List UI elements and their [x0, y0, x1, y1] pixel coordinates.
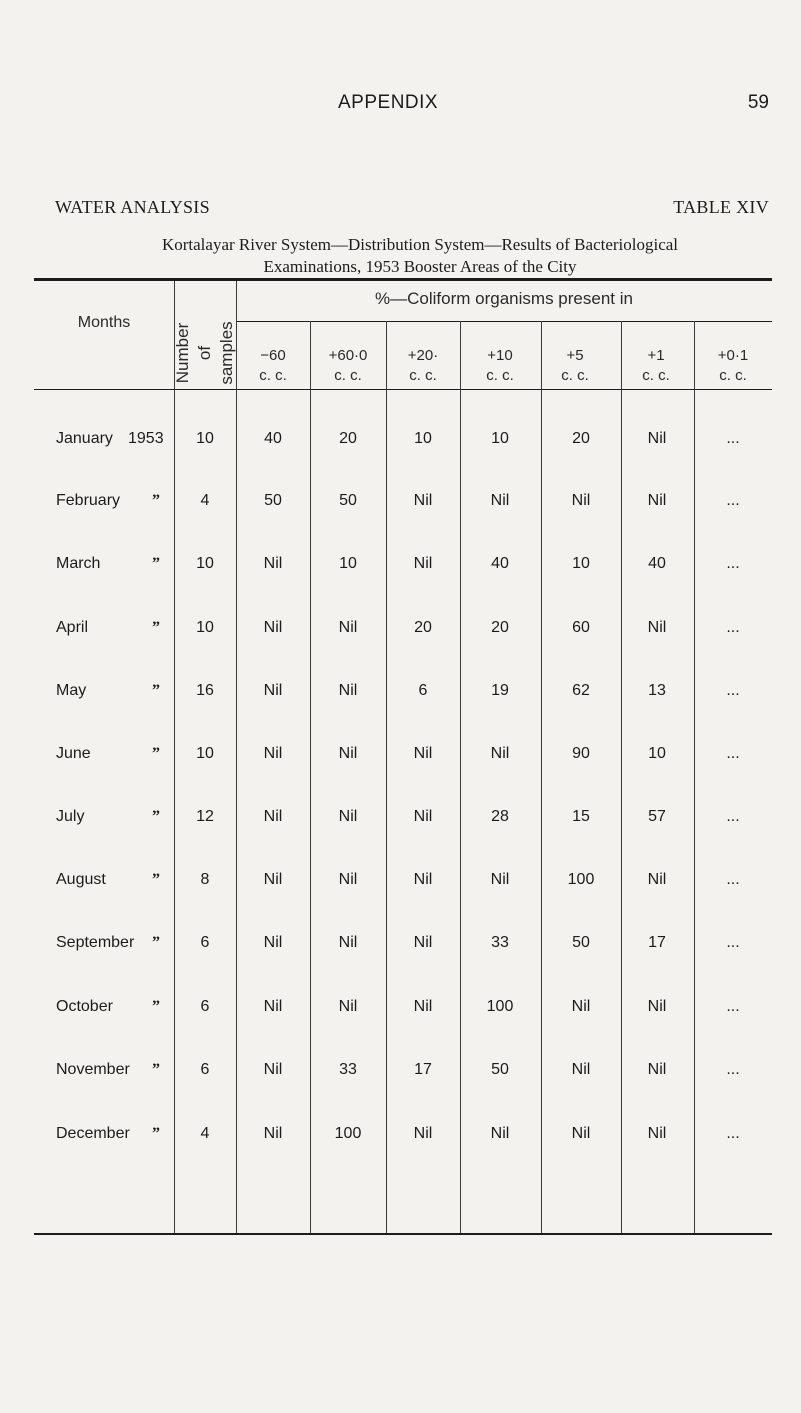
row-value-col-1: Nil [263, 745, 283, 762]
row-value-col-7: ... [726, 1125, 740, 1142]
row-value-col-6: Nil [647, 1125, 667, 1142]
row-value-col-2: 33 [339, 1061, 357, 1078]
row-month: March [56, 555, 101, 572]
row-month: April [56, 619, 89, 636]
col-head-5-top: +5 [566, 347, 584, 364]
table-row [0, 745, 801, 775]
row-samples: 10 [196, 555, 214, 572]
row-value-col-5: 20 [572, 430, 590, 447]
group-header-rule [236, 321, 772, 322]
row-samples: 6 [200, 1061, 210, 1078]
row-ditto-mark: ” [152, 619, 160, 636]
row-value-col-4: Nil [490, 871, 510, 888]
row-value-col-7: ... [726, 555, 740, 572]
row-value-col-3: 10 [414, 430, 432, 447]
table-bottom-rule [34, 1233, 772, 1235]
row-value-col-1: Nil [263, 682, 283, 699]
row-samples: 4 [200, 492, 210, 509]
table-caption [60, 234, 780, 278]
table-row [0, 619, 801, 649]
row-value-col-5: Nil [571, 998, 591, 1015]
page-number: 59 [747, 92, 769, 113]
row-value-col-3: 20 [414, 619, 432, 636]
row-value-col-3: Nil [413, 492, 433, 509]
row-month: January [56, 430, 113, 447]
row-month: February [56, 492, 121, 509]
col-head-2 [308, 346, 388, 386]
row-value-col-3: 17 [414, 1061, 432, 1078]
row-month: May [56, 682, 87, 699]
row-value-col-6: Nil [647, 492, 667, 509]
col-head-3-bottom: c. c. [409, 367, 437, 384]
row-value-col-4: Nil [490, 745, 510, 762]
row-value-col-5: Nil [571, 492, 591, 509]
samples-header-line-2: samples [217, 321, 236, 385]
table-row [0, 492, 801, 522]
table-row [0, 1125, 801, 1155]
row-value-col-7: ... [726, 745, 740, 762]
col-head-2-bottom: c. c. [334, 367, 362, 384]
table-row [0, 1061, 801, 1091]
row-value-col-2: 50 [339, 492, 357, 509]
row-samples: 12 [196, 808, 214, 825]
row-value-col-4: 28 [491, 808, 509, 825]
col-head-5 [535, 346, 615, 386]
row-ditto-mark: ” [152, 1061, 160, 1078]
months-header: Months [77, 314, 131, 331]
row-value-col-5: Nil [571, 1061, 591, 1078]
row-value-col-2: Nil [338, 808, 358, 825]
table-row [0, 998, 801, 1028]
row-value-col-5: Nil [571, 1125, 591, 1142]
col-head-4-bottom: c. c. [486, 367, 514, 384]
row-value-col-5: 15 [572, 808, 590, 825]
row-value-col-2: 20 [339, 430, 357, 447]
row-month: October [56, 998, 113, 1015]
row-value-col-1: Nil [263, 1125, 283, 1142]
table-top-rule [34, 278, 772, 281]
table-row [0, 871, 801, 901]
col-head-4 [460, 346, 540, 386]
row-value-col-6: Nil [647, 1061, 667, 1078]
row-samples: 10 [196, 745, 214, 762]
row-month: September [56, 934, 135, 951]
row-value-col-7: ... [726, 492, 740, 509]
row-samples: 6 [200, 998, 210, 1015]
row-value-col-5: 50 [572, 934, 590, 951]
row-ditto-mark: ” [152, 555, 160, 572]
row-samples: 16 [196, 682, 214, 699]
col-head-5-bottom: c. c. [561, 367, 589, 384]
row-value-col-1: Nil [263, 1061, 283, 1078]
row-value-col-2: Nil [338, 934, 358, 951]
col-head-1-bottom: c. c. [259, 367, 287, 384]
row-value-col-4: Nil [490, 492, 510, 509]
row-value-col-4: 33 [491, 934, 509, 951]
col-head-6-bottom: c. c. [642, 367, 670, 384]
section-title: WATER ANALYSIS [55, 197, 210, 217]
row-ditto-mark: ” [152, 492, 160, 509]
col-head-6 [616, 346, 696, 386]
row-month: July [56, 808, 85, 825]
row-value-col-7: ... [726, 998, 740, 1015]
row-samples: 10 [196, 619, 214, 636]
row-value-col-4: 19 [491, 682, 509, 699]
row-month: August [56, 871, 106, 888]
row-value-col-6: 13 [648, 682, 666, 699]
col-head-1 [233, 346, 313, 386]
row-value-col-5: 62 [572, 682, 590, 699]
row-samples: 8 [200, 871, 210, 888]
row-value-col-4: 20 [491, 619, 509, 636]
row-value-col-6: 40 [648, 555, 666, 572]
col-head-2-top: +60·0 [328, 347, 368, 364]
row-value-col-6: Nil [647, 998, 667, 1015]
row-value-col-1: Nil [263, 808, 283, 825]
col-head-3 [383, 346, 463, 386]
row-value-col-3: Nil [413, 808, 433, 825]
row-month: June [56, 745, 91, 762]
row-value-col-1: 40 [264, 430, 282, 447]
row-value-col-4: 10 [491, 430, 509, 447]
row-value-col-2: Nil [338, 998, 358, 1015]
row-value-col-2: Nil [338, 871, 358, 888]
running-head [0, 92, 801, 122]
row-year: 1953 [128, 430, 164, 447]
col-head-3-top: +20· [407, 347, 439, 364]
row-value-col-5: 90 [572, 745, 590, 762]
row-value-col-3: Nil [413, 998, 433, 1015]
row-value-col-5: 100 [567, 871, 595, 888]
row-month: November [56, 1061, 130, 1078]
row-value-col-1: Nil [263, 619, 283, 636]
row-value-col-7: ... [726, 934, 740, 951]
row-value-col-6: Nil [647, 619, 667, 636]
row-value-col-6: Nil [647, 871, 667, 888]
coliform-group-header: %—Coliform organisms present in [375, 289, 633, 308]
row-value-col-7: ... [726, 871, 740, 888]
row-value-col-1: Nil [263, 934, 283, 951]
row-ditto-mark: ” [152, 998, 160, 1015]
col-head-1-top: −60 [260, 347, 286, 364]
row-ditto-mark: ” [152, 1125, 160, 1142]
row-value-col-4: 40 [491, 555, 509, 572]
row-value-col-1: Nil [263, 555, 283, 572]
row-value-col-3: Nil [413, 871, 433, 888]
row-value-col-3: Nil [413, 934, 433, 951]
row-value-col-3: Nil [413, 555, 433, 572]
running-head-title: APPENDIX [338, 92, 439, 113]
row-value-col-6: 10 [648, 745, 666, 762]
col-head-7-bottom: c. c. [719, 367, 747, 384]
table-row [0, 682, 801, 712]
row-value-col-6: 17 [648, 934, 666, 951]
row-value-col-1: 50 [264, 492, 282, 509]
caption-line-2: Examinations, 1953 Booster Areas of the City [263, 257, 577, 276]
table-row [0, 555, 801, 585]
row-samples: 4 [200, 1125, 210, 1142]
row-value-col-6: 57 [648, 808, 666, 825]
col-head-6-top: +1 [647, 347, 665, 364]
row-value-col-1: Nil [263, 871, 283, 888]
row-ditto-mark: ” [152, 934, 160, 951]
row-value-col-1: Nil [263, 998, 283, 1015]
row-value-col-3: Nil [413, 1125, 433, 1142]
col-head-7-top: +0·1 [717, 347, 749, 364]
row-samples: 10 [196, 430, 214, 447]
row-value-col-7: ... [726, 682, 740, 699]
row-value-col-7: ... [726, 1061, 740, 1078]
table-label: TABLE XIV [673, 197, 769, 217]
header-bottom-rule [34, 389, 772, 390]
row-value-col-3: 6 [418, 682, 428, 699]
row-value-col-4: 50 [491, 1061, 509, 1078]
row-value-col-2: Nil [338, 619, 358, 636]
row-value-col-4: 100 [486, 998, 514, 1015]
samples-header [172, 318, 242, 388]
row-ditto-mark: ” [152, 871, 160, 888]
row-ditto-mark: ” [152, 808, 160, 825]
row-value-col-2: 100 [334, 1125, 362, 1142]
row-value-col-7: ... [726, 808, 740, 825]
row-month: December [56, 1125, 130, 1142]
row-value-col-7: ... [726, 619, 740, 636]
row-value-col-6: Nil [647, 430, 667, 447]
col-head-7 [693, 346, 773, 386]
heading-row [0, 197, 801, 223]
caption-line-1: Kortalayar River System—Distribution System—Results of Bacteriological [161, 235, 679, 254]
row-value-col-5: 60 [572, 619, 590, 636]
samples-header-line-1: Number of [173, 322, 214, 384]
row-value-col-7: ... [726, 430, 740, 447]
row-samples: 6 [200, 934, 210, 951]
row-ditto-mark: ” [152, 682, 160, 699]
row-value-col-3: Nil [413, 745, 433, 762]
row-value-col-5: 10 [572, 555, 590, 572]
row-value-col-2: Nil [338, 745, 358, 762]
table-row [0, 430, 801, 460]
col-head-4-top: +10 [487, 347, 513, 364]
row-value-col-4: Nil [490, 1125, 510, 1142]
row-value-col-2: Nil [338, 682, 358, 699]
table-row [0, 808, 801, 838]
table-row [0, 934, 801, 964]
row-value-col-2: 10 [339, 555, 357, 572]
row-ditto-mark: ” [152, 745, 160, 762]
